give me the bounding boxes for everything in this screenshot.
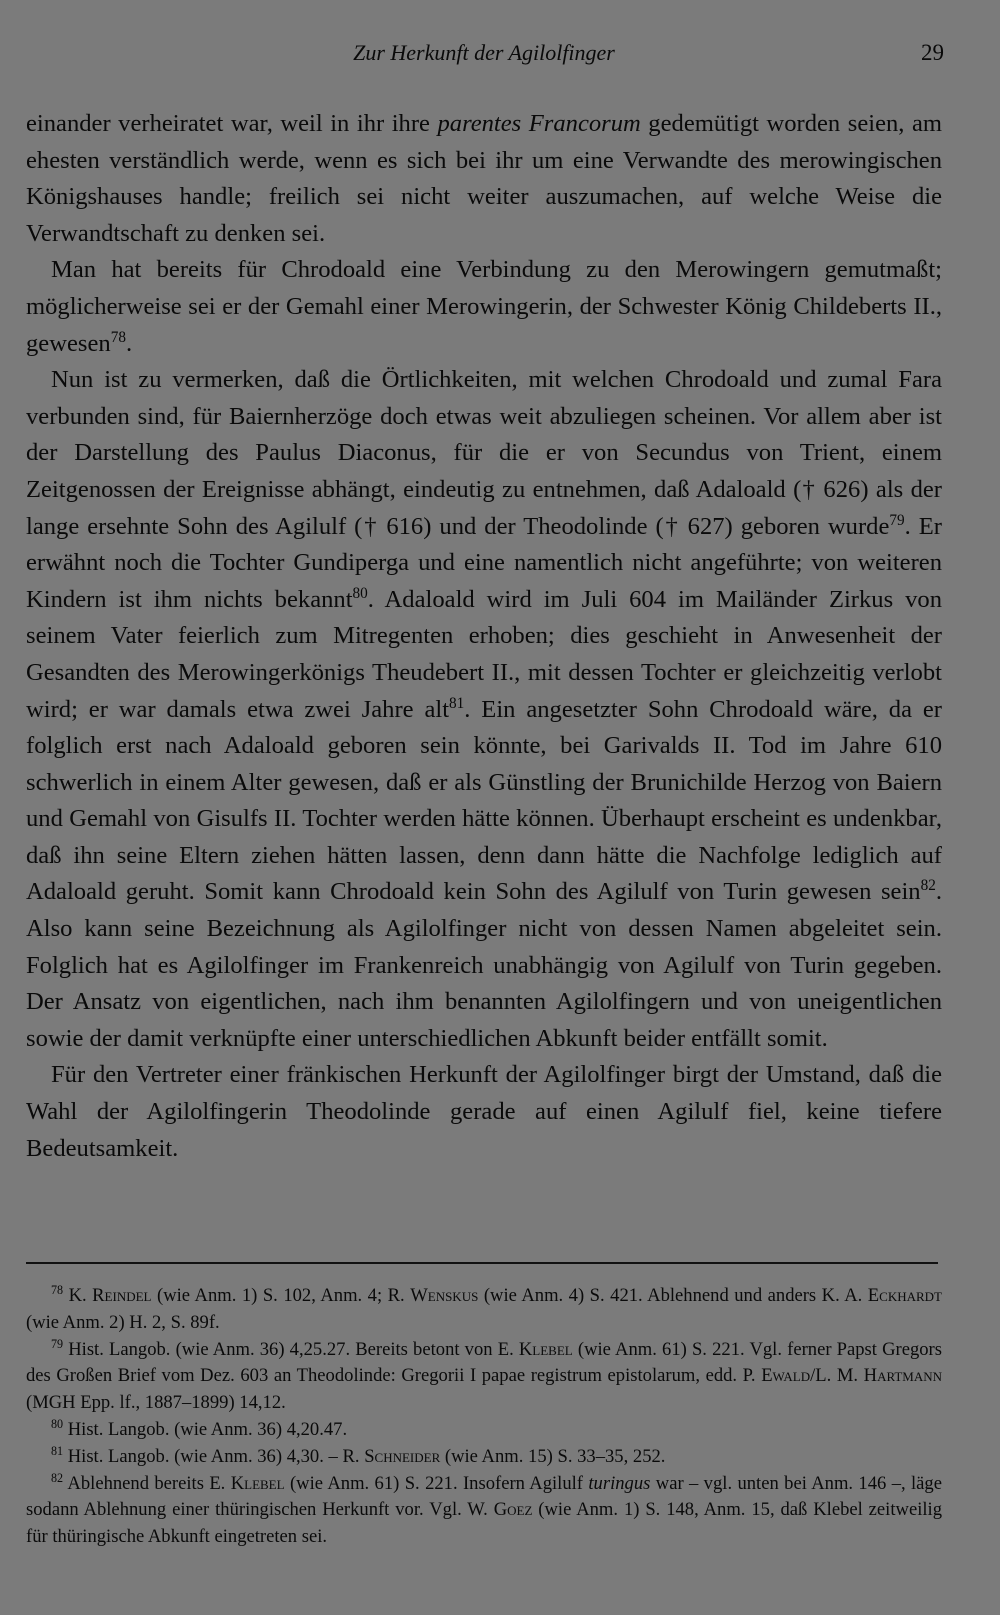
footnote-ref: 82 [51,1470,64,1485]
text-segment: Ablehnend bereits E. [63,1472,231,1494]
text-segment: (wie Anm. 1) S. 148, Anm. 15, daß Klebel zeitweilig für thüringische Abkunft eingetreten sei. [26,1499,942,1548]
footnote-ref: 80 [352,584,368,602]
text-segment: Klebel [518,1338,573,1360]
text-segment: Hist. Langob. (wie Anm. 36) 4,20.47. [63,1418,348,1440]
footnote [26,1444,942,1471]
text-segment: . Ein angesetzter Sohn Chrodoald wäre, da er folglich erst nach Adaloald geboren sein könnte, bei Garivalds II. Tod im Jahre 610 schwerlich in einem Alter gewesen, daß er als Günstling der Brunichilde Herzog von Baiern und Gemahl von Gisulfs II. Tochter werden hätte können. Überhaupt erscheint es undenkbar, daß ihn seine Eltern ziehen hätten lassen, denn dann hätte die Nachfolge lediglich auf Adaloald geruht. Somit kann Chrodoald kein Sohn des Agilulf von Turin gewesen sein [26,695,942,906]
footnote-ref: 80 [51,1416,64,1431]
footnote-ref: 78 [110,328,126,346]
footnote-ref: 81 [449,694,465,712]
text-segment: Hartmann [863,1365,943,1387]
text-segment: . Er erwähnt noch die Tochter Gundiperga und eine namentlich nicht angeführte; von weiteren Kindern ist ihm nichts bekannt [26,512,942,613]
text-segment: parentes Francorum [437,110,641,137]
text-segment: . [125,329,133,357]
body-paragraph [26,362,942,1057]
text-segment: (MGH Epp. lf., 1887–1899) 14,12. [26,1392,286,1414]
footnote [26,1417,942,1444]
footnote-ref: 79 [51,1336,64,1351]
footnote-ref: 81 [51,1443,64,1458]
text-segment: Wenskus [410,1285,479,1306]
body-paragraph [26,1057,942,1167]
text-segment: (wie Anm. 15) S. 33–35, 252. [440,1445,666,1467]
text-segment: . Also kann seine Bezeichnung als Agilolfinger nicht von dessen Namen abgeleitet sein. Folglich hat es Agilolfinger im Frankenreich unabhängig von Agilulf von Turin gegeben. Der Ansatz von eigentlichen, nach ihm benannten Agilolfingern und von uneigentlichen sowie der damit verknüpfte einer unterschiedlichen Abkunft beider entfällt somit. [26,878,942,1052]
text-segment: Hist. Langob. (wie Anm. 36) 4,25.27. Bereits betont von E. [63,1338,519,1360]
footnote-ref: 78 [51,1282,64,1297]
text-segment: Schneider [364,1445,441,1467]
text-segment: Goez [493,1499,533,1521]
footnote [26,1471,942,1551]
footnotes [26,1283,942,1551]
text-segment: Ewald [761,1365,811,1387]
text-segment: Eckhardt [867,1285,942,1306]
text-segment: K. [63,1285,93,1306]
footnote [26,1283,942,1337]
text-segment: (wie Anm. 4) S. 421. Ablehnend und anders K. A. [478,1285,868,1306]
footnote-ref: 82 [920,877,936,895]
text-segment: (wie Anm. 61) S. 221. Vgl. ferner Papst Gregors des Großen Brief vom Dez. 603 an Theodolinde: Gregorii I papae registrum epistolarum, edd. P. [26,1338,942,1387]
text-segment: Reindel [92,1285,152,1306]
text-segment: Klebel [230,1472,285,1494]
footnote-divider [26,1262,938,1264]
text-segment: Nun ist zu vermerken, daß die Örtlichkeiten, mit welchen Chrodoald und zumal Fara verbunden sind, für Baiernherzöge doch etwas weit abzuliegen scheinen. Vor allem aber ist der Darstellung des Paulus Diaconus, für die er von Secundus von Trient, einem Zeitgenossen der Ereignisse abhängt, eindeutig zu entnehmen, daß Adaloald († 626) als der lange ersehnte Sohn des Agilulf († 616) und der Theodolinde († 627) geboren wurde [26,366,942,540]
text-segment: Man hat bereits für Chrodoald eine Verbindung zu den Merowingern gemutmaßt; möglicherweise sei er der Gemahl einer Merowingerin, der Schwester König Childeberts II., gewesen [26,256,942,357]
text-segment: /L. M. [810,1365,864,1387]
text-segment: (wie Anm. 2) H. 2, S. 89f. [26,1311,220,1333]
text-segment: gedemütigt worden seien, am ehesten verständlich werde, wenn es sich bei ihr um eine Verwandte des merowingischen Königshauses handle; freilich sei nicht weiter auszumachen, auf welche Weise die Verwandtschaft zu denken sei. [26,110,942,247]
running-title: Zur Herkunft der Agilolfinger [353,40,615,65]
page-header [24,36,944,70]
main-text [26,106,942,1167]
text-segment: einander verheiratet war, weil in ihr ihre [26,110,438,137]
text-segment: turingus [588,1472,651,1494]
body-paragraph [26,252,942,362]
text-segment: Für den Vertreter einer fränkischen Herkunft der Agilolfinger birgt der Umstand, daß die Wahl der Agilolfingerin Theodolinde gerade auf einen Agilulf fiel, keine tiefere Bedeutsamkeit. [26,1061,942,1162]
footnote [26,1337,942,1417]
text-segment: war – vgl. unten bei Anm. 146 –, läge sodann Ablehnung einer thüringischen Herkunft vor. Vgl. W. [26,1472,942,1521]
page-number: 29 [921,40,944,65]
body-paragraph [26,106,942,252]
footnote-ref: 79 [889,511,905,529]
text-segment: . Adaloald wird im Juli 604 im Mailänder Zirkus von seinem Vater feierlich zum Mitregenten erhoben; dies geschieht in Anwesenheit der Gesandten des Merowingerkönigs Theudebert II., mit dessen Tochter er gleichzeitig verlobt wird; er war damals etwa zwei Jahre alt [26,585,943,723]
text-segment: (wie Anm. 1) S. 102, Anm. 4; R. [151,1285,411,1306]
text-segment: (wie Anm. 61) S. 221. Insofern Agilulf [284,1472,589,1494]
text-segment: Hist. Langob. (wie Anm. 36) 4,30. – R. [63,1445,365,1467]
